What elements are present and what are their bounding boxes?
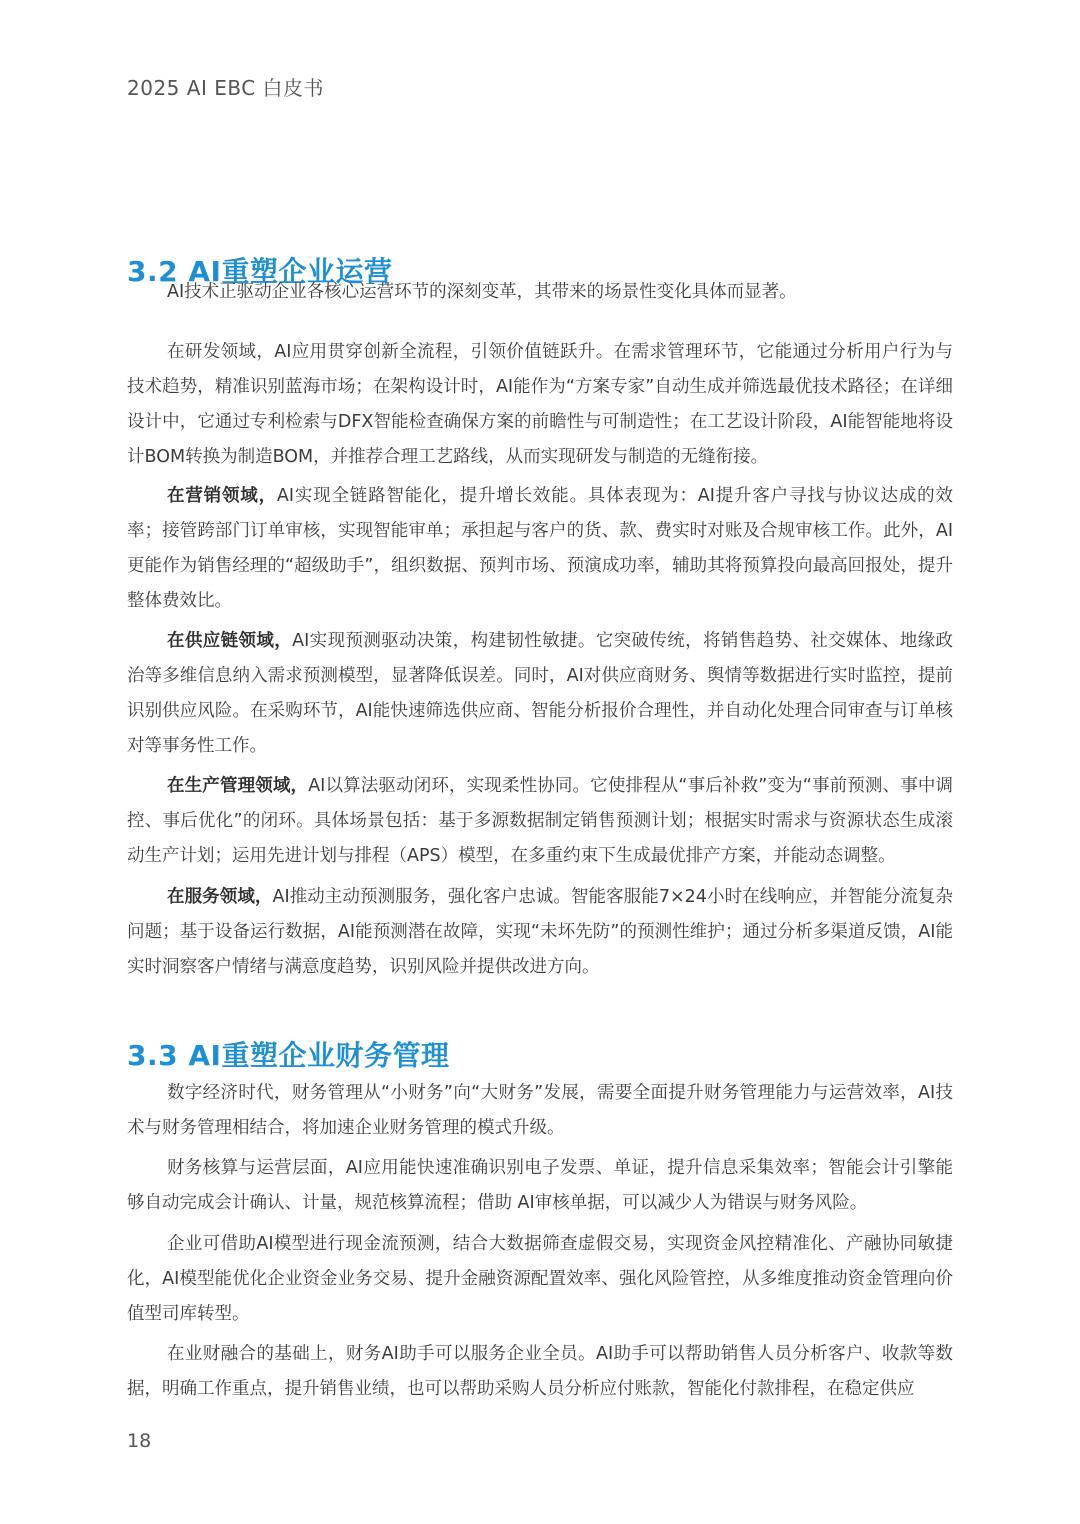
paragraph-lead: 在供应链领域， xyxy=(167,631,293,651)
section-title-3-2: 3.2 AI重塑企业运营 xyxy=(127,255,393,288)
paragraph-rd-domain xyxy=(127,335,953,475)
paragraph-service-domain xyxy=(127,880,953,985)
paragraph-text: 在业财融合的基础上，财务AI助手可以服务企业全员。AI助手可以帮助销售人员分析客户、收款等数据，明确工作重点，提升销售业绩，也可以帮助采购人员分析应付账款，智能化付款排程，在稳定供应 xyxy=(127,1344,953,1399)
paragraph-lead: 在服务领域， xyxy=(167,887,273,907)
paragraph-production-domain xyxy=(127,769,953,874)
section-title-3-3: 3.3 AI重塑企业财务管理 xyxy=(127,1039,450,1072)
paragraph-supply-chain-domain xyxy=(127,624,953,764)
paragraph-marketing-domain xyxy=(127,479,953,619)
running-header: 2025 AI EBC 白皮书 xyxy=(127,76,325,100)
paragraph-text: AI推动主动预测服务，强化客户忠诚。智能客服能7×24小时在线响应，并智能分流复杂问题；基于设备运行数据，AI能预测潜在故障，实现“未坏先防”的预测性维护；通过分析多渠道反馈，AI能实时洞察客户情绪与满意度趋势，识别风险并提供改进方向。 xyxy=(127,887,954,977)
paragraph-text: AI实现预测驱动决策，构建韧性敏捷。它突破传统，将销售趋势、社交媒体、地缘政治等多维信息纳入需求预测模型，显著降低误差。同时，AI对供应商财务、舆情等数据进行实时监控，提前识别供应风险。在采购环节，AI能快速筛选供应商、智能分析报价合理性，并自动化处理合同审查与订单核对等事务性工作。 xyxy=(127,631,953,756)
paragraph-accounting-operations xyxy=(127,1151,953,1221)
paragraph-text: 数字经济时代，财务管理从“小财务”向“大财务”发展，需要全面提升财务管理能力与运营效率，AI技术与财务管理相结合，将加速企业财务管理的模式升级。 xyxy=(127,1083,953,1138)
page-number: 18 xyxy=(127,1430,152,1452)
paragraph-text: AI技术正驱动企业各核心运营环节的深刻变革，其带来的场景性变化具体而显著。 xyxy=(167,282,797,302)
paragraph-cash-flow-treasury xyxy=(127,1227,953,1332)
paragraph-lead: 在生产管理领域， xyxy=(167,776,309,796)
paragraph-lead: 在营销领域， xyxy=(167,486,277,506)
paragraph-text: AI实现全链路智能化，提升增长效能。具体表现为：AI提升客户寻找与协议达成的效率；接管跨部门订单审核，实现智能审单；承担起与客户的货、款、费实时对账及合规审核工作。此外，AI更能作为销售经理的“超级助手”，组织数据、预判市场、预演成功率，辅助其将预算投向最高回报处，提升整体费效比。 xyxy=(127,486,953,611)
paragraph-text: AI以算法驱动闭环，实现柔性协同。它使排程从“事后补救”变为“事前预测、事中调控、事后优化”的闭环。具体场景包括：基于多源数据制定销售预测计划；根据实时需求与资源状态生成滚动生产计划；运用先进计划与排程（APS）模型，在多重约束下生成最优排产方案，并能动态调整。 xyxy=(127,776,953,866)
paragraph-finance-ai-assistant xyxy=(127,1337,953,1407)
paragraph-3-2-intro xyxy=(127,275,953,310)
paragraph-3-3-intro xyxy=(127,1076,953,1146)
paragraph-text: 在研发领域，AI应用贯穿创新全流程，引领价值链跃升。在需求管理环节，它能通过分析用户行为与技术趋势，精准识别蓝海市场；在架构设计时，AI能作为“方案专家”自动生成并筛选最优技术路径；在详细设计中，它通过专利检索与DFX智能检查确保方案的前瞻性与可制造性；在工艺设计阶段，AI能智能地将设计BOM转换为制造BOM，并推荐合理工艺路线，从而实现研发与制造的无缝衔接。 xyxy=(127,342,953,467)
paragraph-text: 企业可借助AI模型进行现金流预测，结合大数据筛查虚假交易，实现资金风控精准化、产融协同敏捷化，AI模型能优化企业资金业务交易、提升金融资源配置效率、强化风险管控，从多维度推动资金管理向价值型司库转型。 xyxy=(127,1234,953,1324)
paragraph-text: 财务核算与运营层面，AI应用能快速准确识别电子发票、单证，提升信息采集效率；智能会计引擎能够自动完成会计确认、计量，规范核算流程；借助 AI审核单据，可以减少人为错误与财务风险。 xyxy=(127,1158,953,1213)
